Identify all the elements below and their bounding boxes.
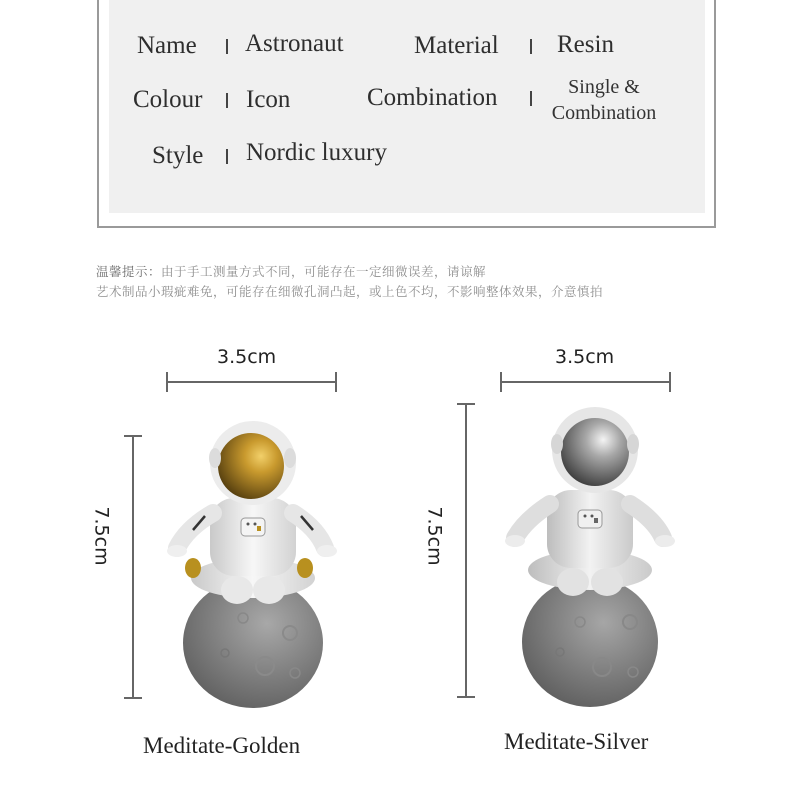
separator [530, 39, 532, 54]
width-dimension-line [166, 381, 336, 383]
separator [226, 39, 228, 54]
spec-label-style: Style [152, 142, 204, 169]
caption-golden: Meditate-Golden [143, 733, 301, 758]
spec-value-material: Resin [557, 31, 614, 58]
dimension-tick [124, 697, 142, 699]
dimension-tick [457, 696, 475, 698]
notice-lead: 温馨提示： [96, 264, 162, 279]
astronaut-silver-figurine [505, 402, 680, 712]
height-dimension-line [132, 436, 134, 698]
astronaut-golden-figurine [165, 418, 340, 713]
separator [226, 93, 228, 108]
dimension-tick [500, 372, 502, 392]
width-label-silver: 3.5cm [555, 346, 615, 368]
notice-line-1 [96, 262, 486, 280]
width-label-golden: 3.5cm [217, 346, 277, 368]
caption-silver: Meditate-Silver [504, 729, 649, 754]
spec-label-material: Material [414, 32, 499, 59]
spec-value-colour: Icon [246, 86, 291, 113]
spec-value-combination-line2: Combination [551, 102, 657, 124]
height-label-silver: 7.5cm [423, 506, 446, 566]
spec-value-combination [540, 74, 668, 126]
spec-label-name: Name [137, 32, 197, 59]
notice-line-1-text: 由于手工测量方式不同，可能存在一定细微误差，请谅解 [161, 264, 487, 279]
height-dimension-line [465, 404, 467, 697]
height-label-golden: 7.5cm [90, 506, 113, 566]
dimension-tick [124, 435, 142, 437]
spec-value-name: Astronaut [245, 30, 344, 57]
width-dimension-line [500, 381, 670, 383]
spec-value-style: Nordic luxury [246, 139, 387, 166]
spec-value-combination-line1: Single & [568, 76, 640, 98]
dimension-tick [669, 372, 671, 392]
separator [226, 149, 228, 164]
spec-label-colour: Colour [133, 86, 203, 113]
spec-label-combination: Combination [367, 84, 498, 111]
dimension-tick [335, 372, 337, 392]
separator [530, 91, 532, 106]
notice-line-2: 艺术制品小瑕疵难免，可能存在细微孔洞凸起，或上色不均，不影响整体效果，介意慎拍 [96, 284, 604, 299]
dimension-tick [166, 372, 168, 392]
dimension-tick [457, 403, 475, 405]
